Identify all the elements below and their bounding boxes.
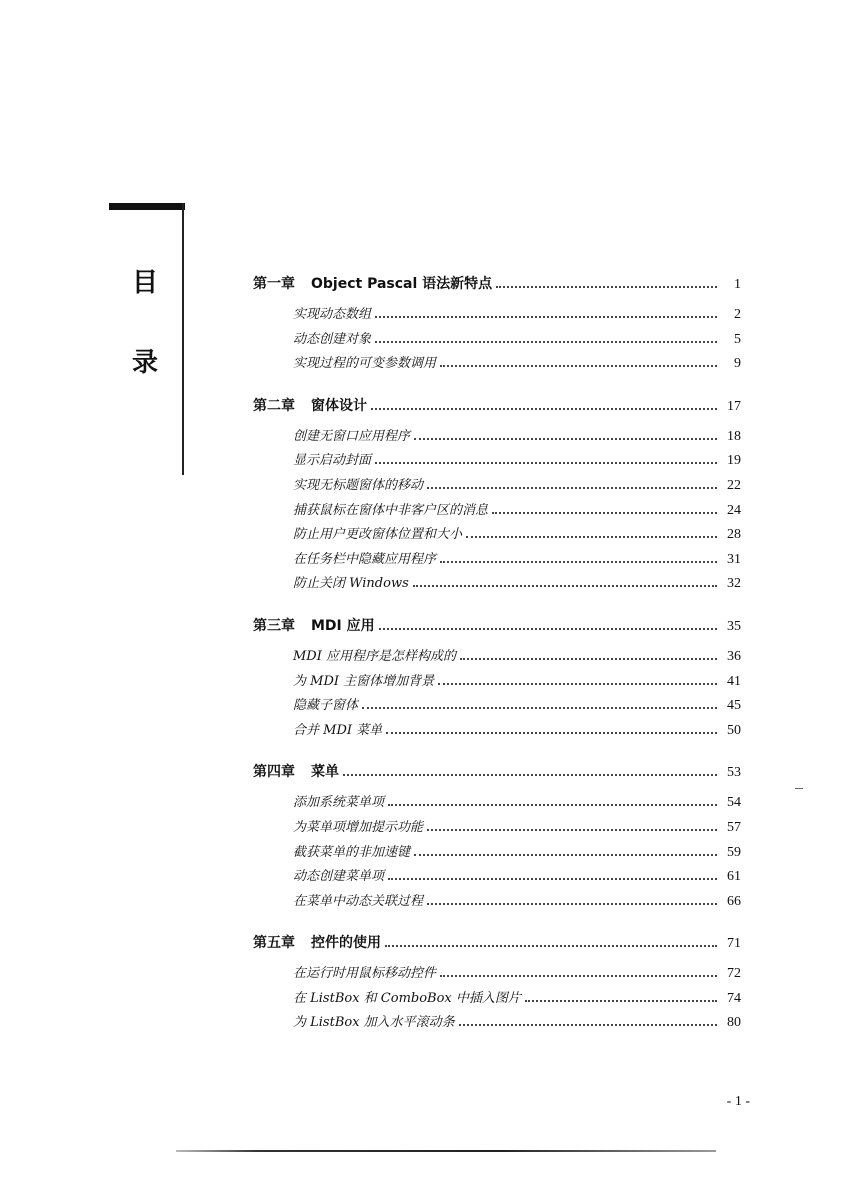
dot-leader <box>496 285 717 288</box>
section-title: 动态创建对象 <box>293 331 372 347</box>
dot-leader <box>427 486 717 489</box>
chapter-title: MDI 应用 <box>311 617 375 634</box>
section-entry[interactable] <box>253 449 741 474</box>
chapter-heading[interactable] <box>253 393 741 419</box>
section-title: 在菜单中动态关联过程 <box>293 893 424 909</box>
dot-leader <box>427 828 717 831</box>
chapter-1 <box>253 271 741 377</box>
chapter-title: 窗体设计 <box>311 397 367 414</box>
dot-leader <box>375 340 717 343</box>
section-entry[interactable] <box>253 303 741 328</box>
dot-leader <box>440 560 717 563</box>
dot-leader <box>343 773 717 776</box>
page-number: 5 <box>734 331 741 347</box>
page-number: 18 <box>727 428 741 444</box>
section-title: 隐藏子窗体 <box>293 698 359 714</box>
page-number: 22 <box>727 477 741 493</box>
dot-leader <box>459 1023 717 1026</box>
page-number: 72 <box>727 966 741 982</box>
page-number: 24 <box>727 502 741 518</box>
chapter-title: 控件的使用 <box>311 935 381 952</box>
bottom-rule <box>176 1150 716 1152</box>
table-of-contents <box>253 271 741 1052</box>
section-title: 实现无标题窗体的移动 <box>293 477 424 493</box>
chapter-heading[interactable] <box>253 759 741 785</box>
section-entry[interactable] <box>253 645 741 670</box>
section-entry[interactable] <box>253 694 741 719</box>
section-title: 在任务栏中隐藏应用程序 <box>293 551 437 567</box>
page-number: 31 <box>727 551 741 567</box>
page-number: 80 <box>727 1015 741 1031</box>
chapter-title: Object Pascal 语法新特点 <box>311 276 493 292</box>
page-number: 36 <box>727 648 741 664</box>
page-number: 9 <box>734 356 741 372</box>
section-title: 为 MDI 主窗体增加背景 <box>293 673 435 689</box>
section-title: 创建无窗口应用程序 <box>293 428 411 444</box>
chapter-heading[interactable] <box>253 613 741 639</box>
page-number: 32 <box>727 576 741 592</box>
dot-leader <box>438 682 717 685</box>
section-entry[interactable] <box>253 890 741 915</box>
section-entry[interactable] <box>253 865 741 890</box>
section-entry[interactable] <box>253 719 741 744</box>
dot-leader <box>388 803 717 806</box>
page-number: 45 <box>727 698 741 714</box>
section-entry[interactable] <box>253 962 741 987</box>
page-number: 53 <box>727 765 741 781</box>
section-entry[interactable] <box>253 328 741 353</box>
page-number: 71 <box>727 936 741 952</box>
page-number: 1 <box>734 277 741 292</box>
section-entry[interactable] <box>253 816 741 841</box>
section-entry[interactable] <box>253 670 741 695</box>
vertical-rule <box>182 203 184 475</box>
section-title: 实现动态数组 <box>293 307 372 322</box>
page-number: 17 <box>727 398 741 414</box>
dot-leader <box>460 657 717 660</box>
section-entry[interactable] <box>253 425 741 450</box>
page-number: 59 <box>727 844 741 860</box>
chapter-number: 第五章 <box>253 935 295 952</box>
dot-leader <box>375 315 717 318</box>
toc-title-char-1: 目 <box>132 268 159 298</box>
dot-leader <box>440 974 717 977</box>
section-entry[interactable] <box>253 841 741 866</box>
dot-leader <box>414 437 717 440</box>
toc-title-char-2: 录 <box>132 348 159 378</box>
page-number: 41 <box>727 673 741 689</box>
section-title: 动态创建菜单项 <box>293 869 385 885</box>
section-title: 为菜单项增加提示功能 <box>293 819 424 835</box>
section-title: 合并 MDI 菜单 <box>293 722 383 738</box>
section-entry[interactable] <box>253 499 741 524</box>
dot-leader <box>525 999 717 1002</box>
dot-leader <box>413 584 717 587</box>
dot-leader <box>362 706 717 709</box>
chapter-2 <box>253 393 741 597</box>
section-entry[interactable] <box>253 987 741 1012</box>
page-number: 74 <box>727 990 741 1006</box>
chapter-number: 第一章 <box>253 276 295 292</box>
section-entry[interactable] <box>253 474 741 499</box>
section-title: 捕获鼠标在窗体中非客户区的消息 <box>293 502 489 518</box>
page-number: 35 <box>727 618 741 634</box>
section-title: 在 ListBox 和 ComboBox 中插入图片 <box>293 990 521 1006</box>
section-title: 实现过程的可变参数调用 <box>293 356 437 372</box>
page-number: 50 <box>727 722 741 738</box>
page-folio: - 1 - <box>726 1094 750 1109</box>
page-number: 54 <box>727 795 741 811</box>
page-number: 66 <box>727 893 741 909</box>
section-entry[interactable] <box>253 1011 741 1036</box>
section-entry[interactable] <box>253 548 741 573</box>
dot-leader <box>492 511 717 514</box>
margin-mark <box>795 788 803 789</box>
dot-leader <box>375 461 717 464</box>
section-title: 显示启动封面 <box>293 453 372 469</box>
section-title: 防止关闭 Windows <box>293 576 409 592</box>
header-bar <box>109 203 185 210</box>
chapter-4 <box>253 759 741 914</box>
section-title: 防止用户更改窗体位置和大小 <box>293 527 463 543</box>
section-title: 添加系统菜单项 <box>293 795 385 811</box>
page-number: 19 <box>727 453 741 469</box>
page-number: 57 <box>727 819 741 835</box>
dot-leader <box>427 902 717 905</box>
dot-leader <box>385 944 717 947</box>
chapter-number: 第四章 <box>253 764 295 781</box>
section-title: 截获菜单的非加速键 <box>293 844 411 860</box>
dot-leader <box>440 364 717 367</box>
page-number: 28 <box>727 527 741 543</box>
dot-leader <box>388 877 717 880</box>
section-title: 为 ListBox 加入水平滚动条 <box>293 1015 455 1031</box>
dot-leader <box>379 627 717 630</box>
page-number: 61 <box>727 869 741 885</box>
dot-leader <box>371 407 717 410</box>
chapter-number: 第二章 <box>253 397 295 414</box>
section-entry[interactable] <box>253 572 741 597</box>
section-title: 在运行时用鼠标移动控件 <box>293 966 437 982</box>
chapter-title: 菜单 <box>311 764 339 781</box>
chapter-number: 第三章 <box>253 617 295 634</box>
chapter-5 <box>253 930 741 1036</box>
section-entry[interactable] <box>253 791 741 816</box>
dot-leader <box>466 535 717 538</box>
chapter-3 <box>253 613 741 743</box>
dot-leader <box>386 731 717 734</box>
section-entry[interactable] <box>253 523 741 548</box>
dot-leader <box>414 853 717 856</box>
page-number: 2 <box>734 307 741 322</box>
chapter-heading[interactable] <box>253 271 741 297</box>
section-title: MDI 应用程序是怎样构成的 <box>293 648 457 664</box>
chapter-heading[interactable] <box>253 930 741 956</box>
section-entry[interactable] <box>253 352 741 377</box>
